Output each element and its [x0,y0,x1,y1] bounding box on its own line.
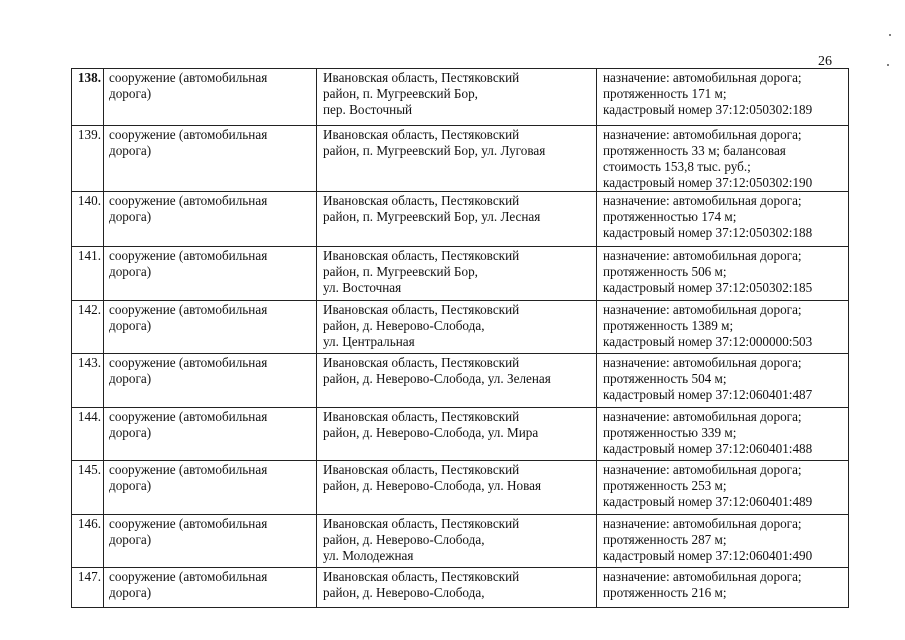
details-line: протяженность 253 м; [603,478,727,493]
object-name-line: сооружение (автомобильная [109,462,268,477]
details-cell [597,192,849,247]
scan-speck [887,64,889,66]
details-line: назначение: автомобильная дорога; [603,569,802,584]
object-name-line: сооружение (автомобильная [109,569,268,584]
details-cell [597,301,849,354]
details-line: протяженность 506 м; [603,264,727,279]
object-name-line: дорога) [109,425,152,440]
row-number-cell [72,126,104,192]
object-name-cell [104,69,317,126]
details-line: назначение: автомобильная дорога; [603,355,802,370]
details-line: протяженность 1389 м; [603,318,734,333]
object-name-line: сооружение (автомобильная [109,127,268,142]
details-cell [597,354,849,408]
details-cell [597,408,849,461]
address-line: Ивановская область, Пестяковский [323,569,520,584]
address-cell [317,126,597,192]
address-cell [317,461,597,515]
address-line: ул. Молодежная [323,548,414,563]
address-line: ул. Центральная [323,334,415,349]
details-line: протяженность 171 м; [603,86,727,101]
details-line: назначение: автомобильная дорога; [603,516,802,531]
row-number-cell [72,301,104,354]
registry-body [72,69,849,608]
table-row [72,247,849,301]
details-line: кадастровый номер 37:12:060401:488 [603,441,813,456]
row-number-cell [72,408,104,461]
address-line: район, д. Неверово-Слобода, [323,532,485,547]
row-number: 145. [77,462,101,477]
scan-speck [889,34,891,36]
address-line: район, п. Мугреевский Бор, ул. Луговая [323,143,546,158]
row-number: 139. [77,127,101,142]
address-cell [317,301,597,354]
details-line: протяженность 33 м; балансовая [603,143,786,158]
object-name-line: сооружение (автомобильная [109,193,268,208]
details-cell [597,69,849,126]
object-name-line: дорога) [109,371,152,386]
address-line: пер. Восточный [323,102,413,117]
details-line: назначение: автомобильная дорога; [603,248,802,263]
row-number: 144. [77,409,101,424]
address-line: Ивановская область, Пестяковский [323,127,520,142]
address-line: Ивановская область, Пестяковский [323,355,520,370]
row-number: 143. [77,355,101,370]
object-name-line: дорога) [109,318,152,333]
details-line: кадастровый номер 37:12:050302:185 [603,280,813,295]
row-number-cell [72,568,104,608]
object-name-cell [104,247,317,301]
object-name-line: дорога) [109,585,152,600]
property-registry-table [71,68,849,608]
details-line: протяженность 504 м; [603,371,727,386]
object-name-line: дорога) [109,478,152,493]
details-cell [597,515,849,568]
address-cell [317,515,597,568]
address-cell [317,192,597,247]
table-row [72,408,849,461]
details-line: протяженностью 339 м; [603,425,737,440]
details-line: кадастровый номер 37:12:060401:489 [603,494,813,509]
details-line: кадастровый номер 37:12:000000:503 [603,334,813,349]
table-row [72,301,849,354]
table-row [72,354,849,408]
address-line: Ивановская область, Пестяковский [323,462,520,477]
object-name-cell [104,408,317,461]
address-cell [317,69,597,126]
row-number-cell [72,192,104,247]
object-name-line: дорога) [109,86,152,101]
details-line: кадастровый номер 37:12:060401:487 [603,387,813,402]
object-name-cell [104,192,317,247]
details-cell [597,461,849,515]
table-row [72,568,849,608]
object-name-line: сооружение (автомобильная [109,302,268,317]
address-cell [317,568,597,608]
row-number-cell [72,354,104,408]
row-number: 147. [77,569,101,584]
row-number: 146. [77,516,101,531]
details-cell [597,568,849,608]
address-cell [317,354,597,408]
details-line: кадастровый номер 37:12:050302:190 [603,175,813,190]
details-line: назначение: автомобильная дорога; [603,127,802,142]
address-line: район, д. Неверово-Слобода, [323,585,485,600]
details-cell [597,126,849,192]
address-line: Ивановская область, Пестяковский [323,302,520,317]
details-line: кадастровый номер 37:12:050302:189 [603,102,813,117]
object-name-cell [104,568,317,608]
address-line: Ивановская область, Пестяковский [323,70,520,85]
row-number-cell [72,515,104,568]
object-name-cell [104,515,317,568]
object-name-line: сооружение (автомобильная [109,516,268,531]
details-line: назначение: автомобильная дорога; [603,409,802,424]
details-cell [597,247,849,301]
row-number: 140. [77,193,101,208]
object-name-line: дорога) [109,264,152,279]
address-line: район, д. Неверово-Слобода, ул. Зеленая [323,371,551,386]
object-name-line: дорога) [109,209,152,224]
address-line: район, п. Мугреевский Бор, ул. Лесная [323,209,541,224]
address-line: район, д. Неверово-Слобода, ул. Мира [323,425,539,440]
object-name-cell [104,126,317,192]
details-line: назначение: автомобильная дорога; [603,302,802,317]
row-number-cell [72,69,104,126]
object-name-line: сооружение (автомобильная [109,248,268,263]
row-number-cell [72,247,104,301]
details-line: протяженность 216 м; [603,585,727,600]
table-row [72,126,849,192]
address-line: район, д. Неверово-Слобода, ул. Новая [323,478,542,493]
table-row [72,192,849,247]
details-line: стоимость 153,8 тыс. руб.; [603,159,751,174]
address-line: район, д. Неверово-Слобода, [323,318,485,333]
object-name-cell [104,461,317,515]
row-number: 141. [77,248,101,263]
address-cell [317,247,597,301]
object-name-cell [104,354,317,408]
address-line: Ивановская область, Пестяковский [323,248,520,263]
object-name-cell [104,301,317,354]
address-line: Ивановская область, Пестяковский [323,516,520,531]
object-name-line: дорога) [109,143,152,158]
address-line: Ивановская область, Пестяковский [323,193,520,208]
address-line: Ивановская область, Пестяковский [323,409,520,424]
address-line: ул. Восточная [323,280,402,295]
address-cell [317,408,597,461]
row-number: 142. [77,302,101,317]
object-name-line: сооружение (автомобильная [109,355,268,370]
table-row [72,461,849,515]
table-row [72,69,849,126]
address-line: район, п. Мугреевский Бор, [323,86,478,101]
row-number-cell [72,461,104,515]
address-line: район, п. Мугреевский Бор, [323,264,478,279]
row-number: 138. [77,70,101,85]
details-line: протяженность 287 м; [603,532,727,547]
page-number: 26 [818,54,832,69]
details-line: кадастровый номер 37:12:060401:490 [603,548,813,563]
details-line: кадастровый номер 37:12:050302:188 [603,225,813,240]
details-line: протяженностью 174 м; [603,209,737,224]
details-line: назначение: автомобильная дорога; [603,462,802,477]
object-name-line: сооружение (автомобильная [109,70,268,85]
details-line: назначение: автомобильная дорога; [603,70,802,85]
object-name-line: дорога) [109,532,152,547]
details-line: назначение: автомобильная дорога; [603,193,802,208]
table-row [72,515,849,568]
object-name-line: сооружение (автомобильная [109,409,268,424]
